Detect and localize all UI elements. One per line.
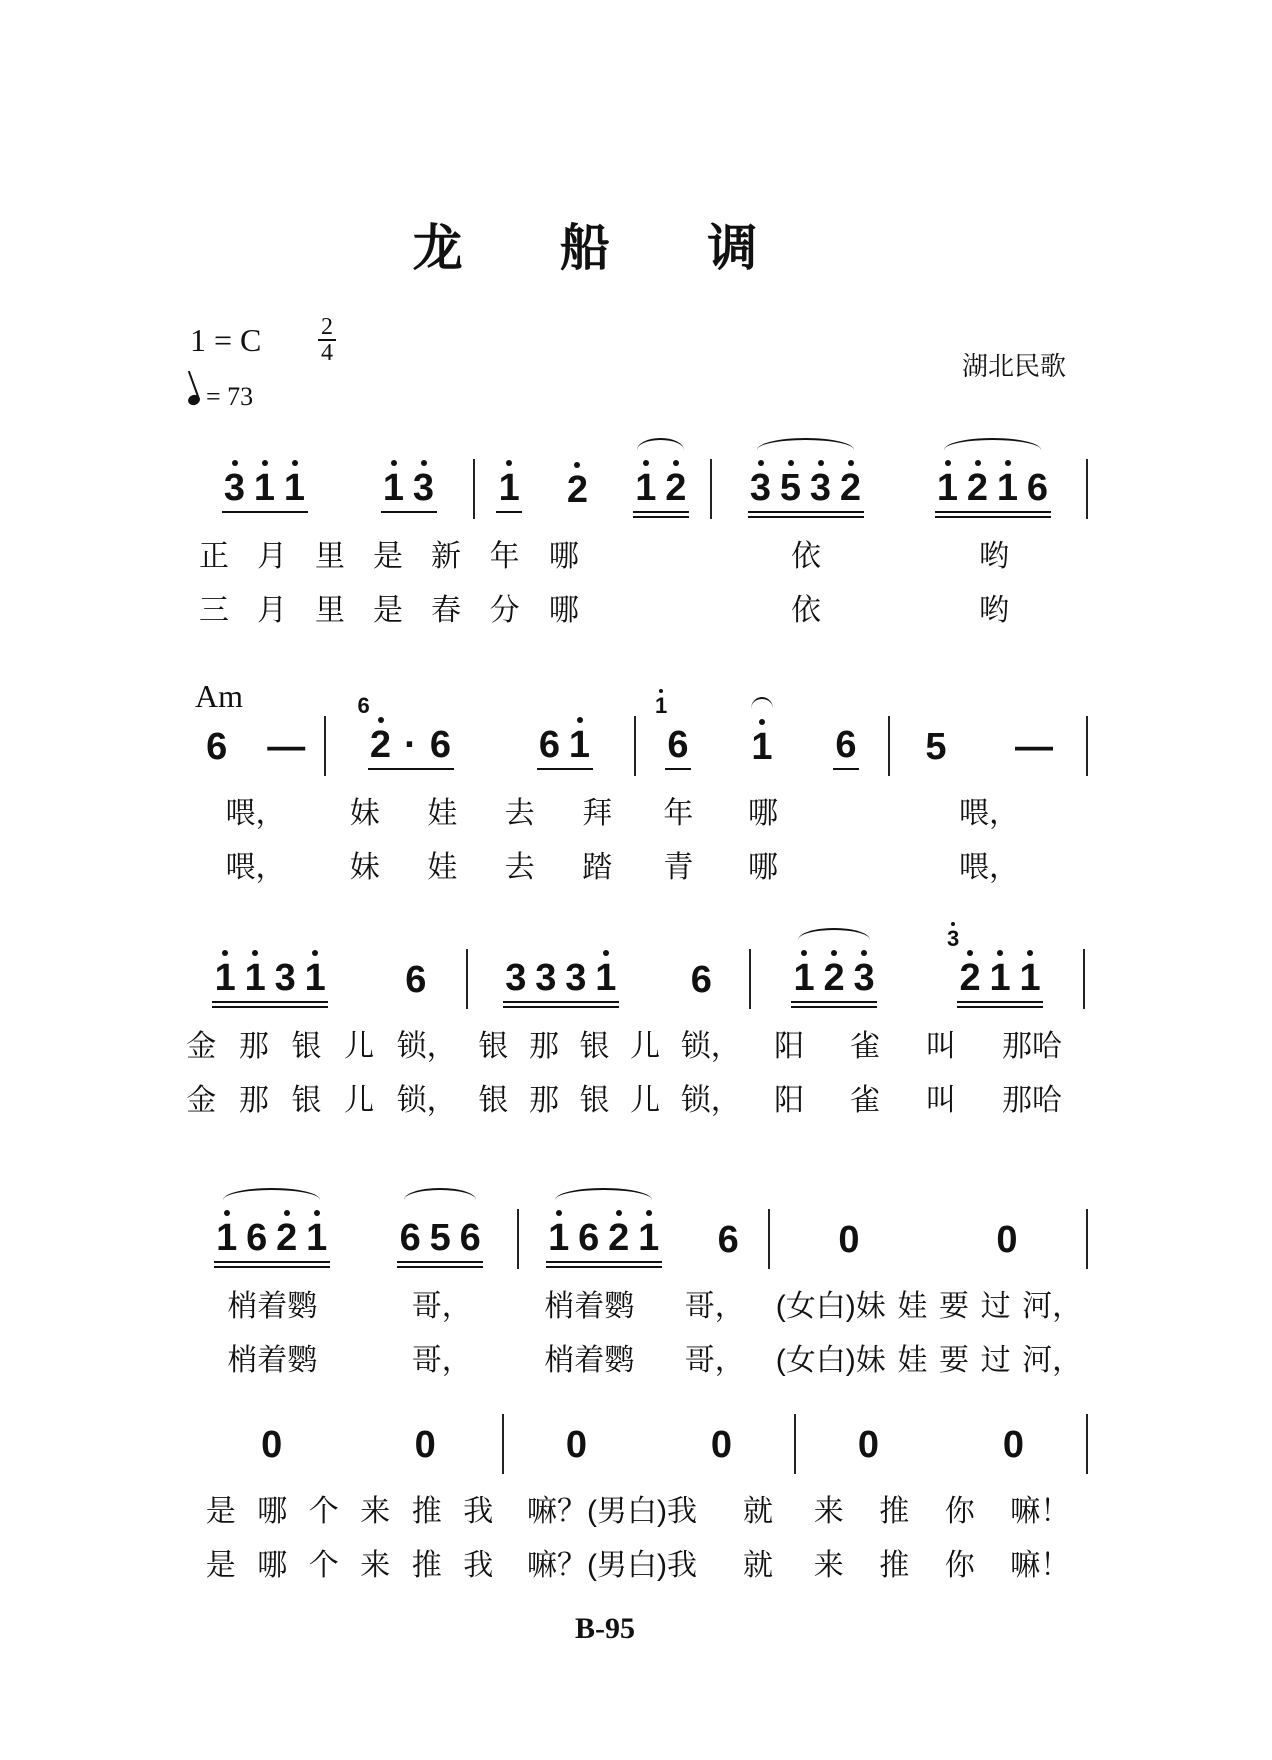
note-group	[259, 1425, 285, 1468]
note: 1	[567, 725, 593, 765]
lyrics-measure	[712, 531, 1088, 575]
lyric: 嘛？(男白)我	[527, 1549, 697, 1582]
lyric: 银	[291, 1030, 322, 1063]
note: 3	[535, 957, 557, 999]
note: 6	[578, 1217, 600, 1259]
lyric: 银	[579, 1030, 610, 1063]
lyric: 阳	[774, 1030, 805, 1063]
note-group	[1015, 727, 1053, 770]
note-group	[749, 727, 775, 770]
page-number: B-95	[575, 1612, 635, 1645]
note: 0	[857, 1424, 880, 1466]
lyrics-measure	[796, 1540, 1088, 1584]
lyrics-measure	[185, 842, 326, 886]
lyric: 嘛！	[1010, 1495, 1071, 1528]
lyrics-row-verse-1	[180, 1277, 1090, 1329]
lyric: 娃	[897, 1290, 928, 1323]
note: 6	[459, 1217, 481, 1259]
lyric: 过	[980, 1344, 1011, 1377]
note: 3	[274, 957, 296, 999]
chord-symbol: Am	[195, 678, 243, 714]
lyric: 要	[938, 1290, 969, 1323]
lyric: 梢着鹦	[544, 1290, 635, 1323]
note: 2 3	[957, 958, 983, 998]
lyric: 个	[308, 1549, 339, 1582]
note: 0	[1002, 1424, 1025, 1466]
measure	[185, 459, 475, 519]
lyric: 去	[504, 797, 535, 830]
beam-group	[748, 468, 864, 513]
lyrics-measure	[890, 788, 1088, 832]
lyric: 锁，	[396, 1030, 457, 1063]
lyrics-measure	[195, 1486, 504, 1530]
lyrics-measure	[468, 1021, 751, 1065]
lyric: 推	[411, 1549, 442, 1582]
lyrics-measure	[326, 788, 636, 832]
lyric: 喂，	[225, 851, 286, 884]
beam-group	[791, 958, 877, 1003]
beam-group	[935, 468, 1051, 513]
measure	[770, 1209, 1088, 1269]
note: 6 1	[655, 693, 689, 766]
note: 6	[206, 726, 228, 768]
beam-group	[222, 468, 308, 513]
lyric: 那哈	[1001, 1084, 1062, 1117]
note: 6	[246, 1217, 268, 1259]
lyric: 叫	[926, 1030, 957, 1063]
beam-group	[214, 1218, 330, 1263]
lyrics-measure	[751, 1075, 1085, 1119]
note: 2	[564, 470, 590, 510]
note-group	[564, 1425, 590, 1468]
lyric: 依	[791, 594, 821, 627]
lyric: 阳	[774, 1084, 805, 1117]
note: 6	[835, 724, 857, 766]
song-origin: 湖北民歌	[962, 351, 1067, 381]
staff-system	[180, 1205, 1090, 1383]
lyric: 哪	[548, 540, 579, 573]
lyric: 要	[938, 1344, 969, 1377]
lyric: 你	[944, 1495, 975, 1528]
note-group	[1001, 1425, 1027, 1468]
lyric: 哪	[257, 1549, 288, 1582]
note: 5	[778, 468, 804, 508]
song-title: 龙 船 调	[412, 219, 798, 277]
lyric: 河，	[1022, 1290, 1083, 1323]
lyric: 去	[504, 851, 535, 884]
grace-note: 3	[947, 926, 960, 951]
lyric: 新	[431, 540, 461, 573]
lyric: 来	[813, 1549, 844, 1582]
measure	[712, 459, 1088, 519]
measure	[519, 1209, 770, 1269]
note: 5	[429, 1217, 451, 1259]
lyrics-measure	[751, 1021, 1085, 1065]
note: 6	[690, 959, 712, 1001]
beam-group	[546, 1218, 662, 1263]
lyrics-measure	[712, 585, 1088, 629]
lyric: 是	[205, 1549, 236, 1582]
note: 1	[987, 958, 1013, 998]
lyric: 哪	[747, 797, 778, 830]
lyrics-row-verse-1	[195, 1482, 1105, 1534]
notes-row	[185, 455, 1095, 519]
lyrics-measure	[185, 531, 475, 575]
note: 5	[925, 726, 947, 768]
lyrics-measure	[519, 1335, 770, 1379]
note: 1	[633, 468, 659, 508]
note: 2	[838, 468, 864, 508]
lyric: (女白)妹	[775, 1344, 886, 1377]
note: 2	[606, 1218, 632, 1258]
lyric: 哥，	[411, 1344, 472, 1377]
lyric: 里	[315, 594, 345, 627]
note: 2	[663, 468, 689, 508]
note: 1	[935, 468, 961, 508]
key-signature	[190, 314, 333, 366]
staff-system	[175, 926, 1085, 1123]
note-group	[836, 1220, 862, 1263]
lyric: 梢着鹦	[544, 1344, 635, 1377]
note: 2	[821, 958, 847, 998]
lyric: 妹	[349, 797, 380, 830]
note: 3	[748, 468, 774, 508]
beam-group	[833, 725, 859, 770]
lyrics-measure	[326, 842, 636, 886]
time-signature-bottom: 4	[321, 340, 333, 366]
note-group	[715, 1220, 741, 1263]
staff-system	[195, 1410, 1105, 1588]
measure	[796, 1414, 1088, 1474]
note: 1	[214, 1218, 240, 1258]
lyrics-row-verse-2	[180, 1331, 1090, 1383]
lyric: 那	[528, 1030, 559, 1063]
lyrics-row-verse-2	[175, 1071, 1085, 1123]
beam-group	[633, 468, 689, 513]
lyric: 我	[463, 1495, 494, 1528]
note: 1	[496, 468, 522, 508]
lyric: 哪	[747, 851, 778, 884]
beam-group	[537, 725, 593, 770]
note-group	[688, 960, 714, 1003]
beam-group	[496, 468, 522, 513]
note: 6	[717, 1219, 739, 1261]
lyric: 哪	[548, 594, 579, 627]
note-group	[204, 727, 230, 770]
lyrics-measure	[770, 1281, 1088, 1325]
note-group	[709, 1425, 735, 1468]
lyric: 哥，	[684, 1344, 745, 1377]
lyric: 儿	[630, 1084, 661, 1117]
note: 1	[242, 958, 268, 998]
measure	[751, 926, 1085, 1009]
note: 1	[995, 468, 1021, 508]
lyric: 是	[373, 594, 403, 627]
note: 0	[414, 1424, 436, 1466]
lyrics-measure	[636, 842, 890, 886]
lyric: 银	[478, 1084, 509, 1117]
beam-group	[947, 926, 1043, 1003]
note: 6	[538, 724, 561, 766]
note: 3	[222, 468, 248, 508]
lyrics-measure	[475, 531, 712, 575]
lyric: 哥，	[411, 1290, 472, 1323]
measure	[475, 459, 712, 519]
lyric: 喂，	[959, 851, 1019, 884]
measure	[175, 949, 468, 1009]
measure	[185, 716, 326, 776]
note: 3	[851, 958, 877, 998]
lyrics-measure	[185, 788, 326, 832]
notes-row	[180, 1205, 1090, 1269]
lyric: 年	[489, 540, 520, 573]
note: 1	[749, 727, 775, 767]
lyrics-measure	[890, 842, 1088, 886]
lyric: 哪	[257, 1495, 288, 1528]
measure	[468, 949, 751, 1009]
lyric: 哟	[979, 594, 1009, 627]
lyric: 金	[186, 1030, 217, 1063]
measure	[180, 1209, 519, 1269]
lyric: 金	[186, 1084, 217, 1117]
staff-system	[185, 455, 1095, 633]
dot-augmentation: ·	[404, 724, 417, 766]
note-group	[856, 1425, 882, 1468]
lyric: 就	[742, 1549, 773, 1582]
lyrics-row-verse-2	[185, 581, 1095, 633]
lyric: 河，	[1022, 1344, 1083, 1377]
note-group	[564, 470, 590, 513]
note: 6	[399, 1217, 421, 1259]
notes-row	[175, 926, 1085, 1009]
lyric: 是	[373, 540, 403, 573]
lyric: 推	[879, 1549, 910, 1582]
note: 6	[1026, 467, 1049, 509]
note: 3	[505, 957, 527, 999]
tempo-marking	[188, 382, 253, 412]
note: 1	[282, 468, 308, 508]
lyric: 推	[879, 1495, 910, 1528]
lyric: 嘛？(男白)我	[527, 1495, 697, 1528]
note: 2 6	[368, 725, 394, 765]
note: 0	[565, 1424, 588, 1466]
lyric: 儿	[344, 1084, 375, 1117]
note: 0	[996, 1219, 1018, 1261]
hold-dash: —	[267, 726, 306, 768]
beam-group	[357, 693, 454, 770]
note: 2	[274, 1218, 300, 1258]
lyric: 里	[315, 540, 345, 573]
lyrics-row-verse-2	[185, 838, 1095, 890]
note: 1	[381, 468, 407, 508]
lyric: 个	[308, 1495, 339, 1528]
lyric: 叫	[926, 1084, 957, 1117]
lyric: 那	[528, 1084, 559, 1117]
beam-group	[212, 958, 328, 1003]
lyrics-measure	[175, 1075, 468, 1119]
note: 6	[429, 724, 452, 766]
lyric: 你	[944, 1549, 975, 1582]
lyric: 来	[360, 1549, 391, 1582]
key-label: 1 = C	[190, 322, 262, 358]
lyrics-measure	[475, 585, 712, 629]
notes-row	[185, 678, 1095, 776]
lyric: 青	[663, 851, 694, 884]
lyric: 雀	[850, 1084, 881, 1117]
lyric: 雀	[850, 1030, 881, 1063]
lyric: 月	[257, 594, 287, 627]
lyric: 儿	[344, 1030, 375, 1063]
lyrics-row-verse-1	[185, 527, 1095, 579]
lyric: 哥，	[684, 1290, 745, 1323]
note: 1	[593, 958, 619, 998]
lyrics-measure	[180, 1335, 519, 1379]
lyric: 踏	[582, 851, 613, 884]
quarter-note-icon	[187, 393, 202, 407]
lyric: 锁，	[396, 1084, 457, 1117]
lyrics-measure	[185, 585, 475, 629]
lyric: 娃	[427, 797, 458, 830]
lyric: 银	[291, 1084, 322, 1117]
lyric: 分	[489, 594, 520, 627]
lyric: (女白)妹	[775, 1290, 886, 1323]
note: 6	[405, 959, 427, 1001]
note: 2	[965, 468, 991, 508]
lyrics-measure	[770, 1335, 1088, 1379]
measure	[636, 693, 890, 776]
lyric: 就	[742, 1495, 773, 1528]
lyric: 嘛！	[1010, 1549, 1071, 1582]
lyric: 锁，	[680, 1030, 741, 1063]
lyrics-measure	[195, 1540, 504, 1584]
lyric: 娃	[897, 1344, 928, 1377]
note: 3	[565, 957, 587, 999]
lyrics-measure	[504, 1540, 796, 1584]
tempo-value: = 73	[206, 382, 254, 411]
lyrics-measure	[180, 1281, 519, 1325]
lyric: 梢着鹦	[227, 1344, 318, 1377]
lyric: 正	[199, 540, 229, 573]
lyric: 年	[663, 797, 694, 830]
note-group	[267, 727, 305, 770]
note: 1	[546, 1218, 572, 1258]
note: 0	[838, 1219, 860, 1261]
time-signature	[318, 316, 336, 364]
note-group	[923, 727, 949, 770]
lyric: 三	[199, 594, 229, 627]
beam-group	[655, 693, 691, 770]
hold-dash: —	[1015, 726, 1053, 768]
measure	[326, 693, 636, 776]
notes-row	[195, 1410, 1105, 1474]
measure	[890, 716, 1088, 776]
lyric: 银	[579, 1084, 610, 1117]
beam-group	[397, 1218, 483, 1263]
note: 0	[261, 1424, 283, 1466]
lyrics-measure	[519, 1281, 770, 1325]
lyric: 那	[238, 1030, 269, 1063]
lyrics-measure	[504, 1486, 796, 1530]
staff-system	[185, 678, 1095, 890]
lyric: 喂，	[959, 797, 1019, 830]
lyric: 妹	[349, 851, 380, 884]
lyric: 娃	[427, 851, 458, 884]
note: 1	[302, 958, 328, 998]
measure	[195, 1414, 504, 1474]
lyrics-row-verse-1	[175, 1017, 1085, 1069]
lyric: 来	[813, 1495, 844, 1528]
lyric: 锁，	[680, 1084, 741, 1117]
lyric: 拜	[582, 797, 613, 830]
lyric: 儿	[630, 1030, 661, 1063]
note: 3	[808, 468, 834, 508]
lyric: 哟	[979, 540, 1009, 573]
note: 1	[212, 958, 238, 998]
lyric: 那哈	[1001, 1030, 1062, 1063]
note-group	[412, 1425, 438, 1468]
grace-note: 6	[357, 693, 370, 718]
lyrics-measure	[796, 1486, 1088, 1530]
note: 3	[411, 468, 437, 508]
note: 1	[252, 468, 278, 508]
lyric: 梢着鹦	[227, 1290, 318, 1323]
lyrics-row-verse-1	[185, 784, 1095, 836]
beam-group	[381, 468, 437, 513]
note: 0	[710, 1424, 733, 1466]
lyric: 银	[478, 1030, 509, 1063]
lyric: 月	[257, 540, 287, 573]
grace-note: 1	[655, 693, 668, 718]
lyric: 推	[411, 1495, 442, 1528]
lyric: 春	[431, 594, 461, 627]
note: 1	[791, 958, 817, 998]
lyrics-measure	[636, 788, 890, 832]
lyric: 过	[980, 1290, 1011, 1323]
lyrics-measure	[468, 1075, 751, 1119]
lyric: 喂，	[225, 797, 286, 830]
note-group	[994, 1220, 1020, 1263]
note: 1	[304, 1218, 330, 1258]
lyric: 我	[463, 1549, 494, 1582]
measure	[504, 1414, 796, 1474]
note-group	[403, 960, 429, 1003]
lyric: 是	[205, 1495, 236, 1528]
time-signature-top: 2	[321, 314, 333, 340]
note: 1	[636, 1218, 662, 1258]
lyrics-row-verse-2	[195, 1536, 1105, 1588]
lyrics-measure	[175, 1021, 468, 1065]
lyric: 依	[791, 540, 821, 573]
note: 1	[1017, 958, 1043, 998]
lyric: 来	[360, 1495, 391, 1528]
beam-group	[503, 958, 619, 1003]
lyric: 那	[238, 1084, 269, 1117]
